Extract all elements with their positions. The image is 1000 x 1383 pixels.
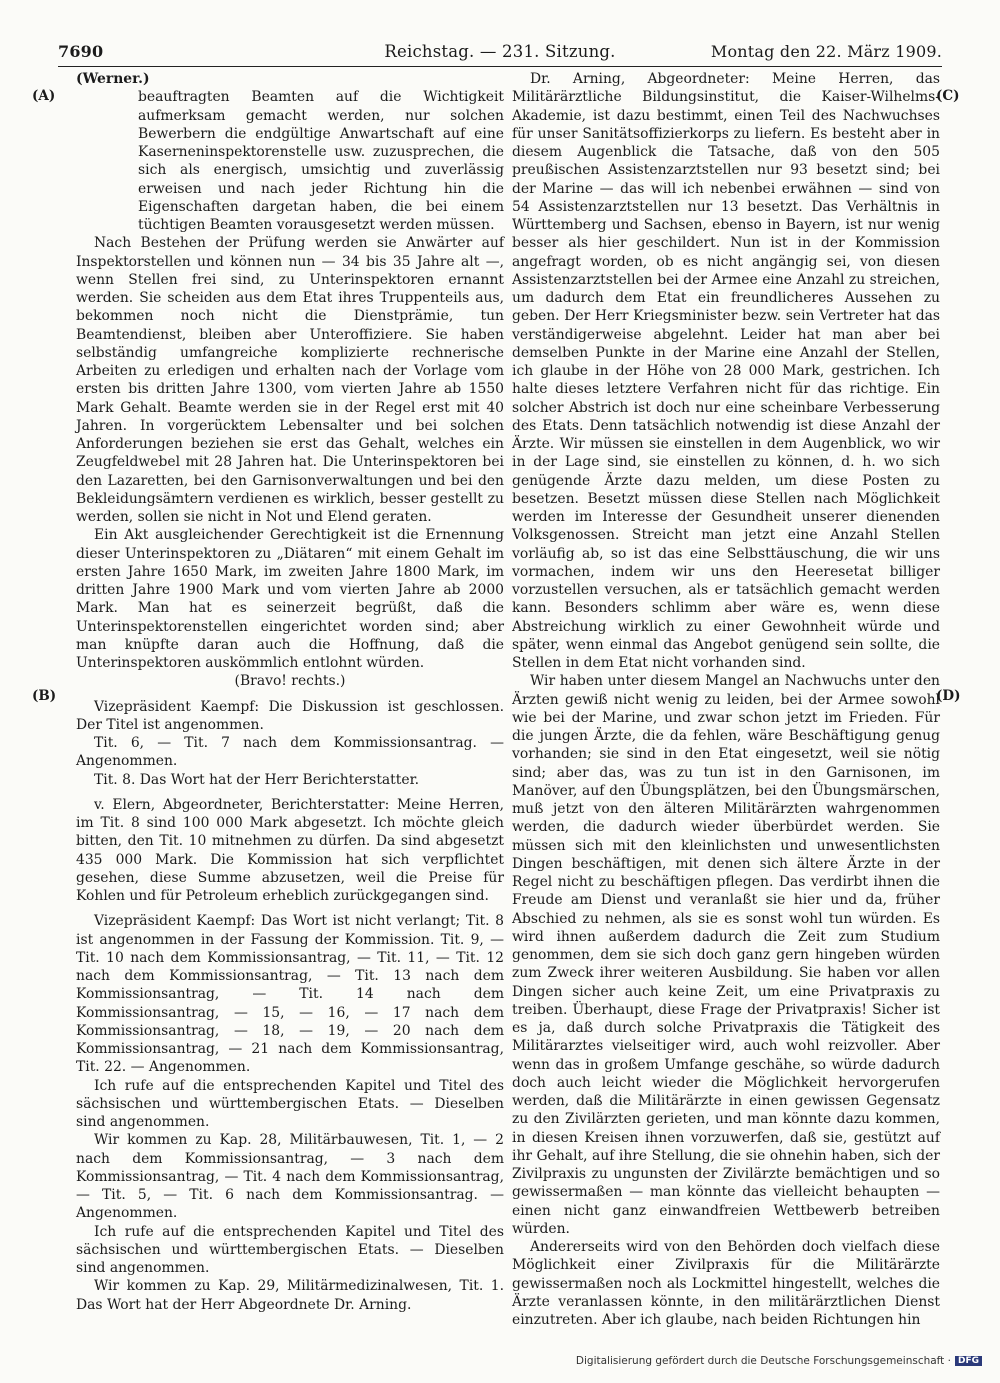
- session-date: Montag den 22. März 1909.: [710, 42, 942, 61]
- paragraph: Ich rufe auf die entsprechenden Kapitel und Titel des sächsischen und württembergischen Etats. — Dieselben sind angenommen.: [76, 1077, 504, 1130]
- column-left: [76, 70, 504, 1314]
- paragraph: Ein Akt ausgleichender Gerechtigkeit ist die Ernennung dieser Unterinspektoren zu „Diätaren“ mit einem Gehalt im ersten Jahre 1650 Mark, im zweiten Jahre 1800 Mark, im dritten Jahre 1900 Mark und vom vierten Jahre ab 2000 Mark. Man hat es seinerzeit begrüßt, daß die Unterinspektorenstellen eingerichtet worden sind; aber man knüpfte daran auch die Hoffnung, daß die Unterinspektoren auskömmlich entlohnt würden.: [76, 527, 504, 671]
- digitization-credit: [576, 1355, 982, 1367]
- paragraph: Nach Bestehen der Prüfung werden sie Anwärter auf Inspektorstellen und können nun — 34 bis 35 Jahre alt —, wenn Stellen frei sind, zu Unterinspektoren ernannt werden. Sie scheiden aus dem Etat ihres Truppenteils aus, bekommen noch nicht die Dienstprämie, tun Beamtendienst, bleiben aber Unteroffiziere. Sie haben selbständig umfangreiche komplizierte rechnerische Arbeiten zu erledigen und erhalten nach der Vorlage vom ersten bis dritten Jahre 1300, vom vierten Jahre ab 1550 Mark Gehalt. Beamte werden sie in der Regel erst mit 40 Jahren. In vorgerücktem Lebensalter und bei solchen Anforderungen beziehen sie erst das Gehalt, welches ein Zeugfeldwebel mit 28 Jahren hat. Die Unterinspektoren bei den Lazaretten, bei den Garnisonverwaltungen und bei den Bekleidungsämtern verdienen es wirklich, besser gestellt zu werden, sollen sie nicht in Not und Elend geraten.: [76, 235, 504, 525]
- paragraph: Tit. 6, — Tit. 7 nach dem Kommissionsantrag. — Angenommen.: [76, 735, 504, 770]
- quoted-passage: beauftragten Beamten auf die Wichtigkeit aufmerksam gemacht werden, nur solchen Bewerbern die endgültige Anwartschaft auf eine Kaserneninspektorenstelle usw. zuzusprechen, die sich als energisch, umsichtig und zuverlässig erweisen und nach jeder Richtung hin die Eigenschaften dargetan haben, die bei einem tüchtigen Beamten vorausgesetzt werden müssen.: [138, 89, 504, 233]
- paragraph: v. Elern, Abgeordneter, Berichterstatter: Meine Herren, im Tit. 8 sind 100 000 Mark abgesetzt. Ich möchte gleich bitten, den Tit. 10 mitnehmen zu dürfen. Da sind abgesetzt 435 000 Mark. Die Kommission hat sich verpflichtet gesehen, diese Summe abzusetzen, weil die Preise für Kohlen und für Petroleum erheblich zurückgegangen sind.: [76, 796, 504, 904]
- paragraph: Ich rufe auf die entsprechenden Kapitel und Titel des sächsischen und württembergischen Etats. — Dieselben sind angenommen.: [76, 1223, 504, 1276]
- margin-mark-d: (D): [936, 688, 961, 704]
- margin-mark-c: (C): [936, 88, 960, 104]
- paragraph: Wir kommen zu Kap. 29, Militärmedizinalwesen, Tit. 1. Das Wort hat der Herr Abgeordnete Dr. Arning.: [76, 1278, 504, 1313]
- paragraph: Vizepräsident Kaempf: Das Wort ist nicht verlangt; Tit. 8 ist angenommen in der Fassung der Kommission. Tit. 9, — Tit. 10 nach dem Kommissionsantrag, — Tit. 11, — Tit. 12 nach dem Kommissionsantrag, — Tit. 13 nach dem Kommissionsantrag, — Tit. 14 nach dem Kommissionsantrag, — 15, — 16, — 17 nach dem Kommissionsantrag, — 18, — 19, — 20 nach dem Kommissionsantrag, — 21 nach dem Kommissionsantrag, Tit. 22. — Angenommen.: [76, 913, 504, 1076]
- column-right: [512, 70, 940, 1329]
- header-rule: [58, 66, 942, 67]
- margin-mark-b: (B): [32, 688, 57, 704]
- dfg-logo: DFG: [955, 1356, 982, 1366]
- speaker-note: (Werner.): [76, 71, 150, 87]
- paragraph: Dr. Arning, Abgeordneter: Meine Herren, das Militärärztliche Bildungsinstitut, die Kaiser-Wilhelms-Akademie, ist dazu bestimmt, einen Teil des Nachwuchses für unser Sanitätsoffizierkorps zu liefern. Es besteht aber in diesem Augenblick die Tatsache, daß von den 505 preußischen Assistenzarztstellen nur 93 besetzt sind; bei der Marine — das will ich nebenbei erwähnen — sind von 54 Assistenzarztstellen nur 13 besetzt. Das Verhältnis in Württemberg und Sachsen, ebenso in Bayern, ist nur wenig besser als hier geschildert. Nun ist in der Kommission angefragt worden, ob es nicht angängig sei, von diesen Assistenzarztstellen bei der Armee eine Anzahl zu streichen, um dadurch dem Etat ein freundlicheres Aussehen zu geben. Der Herr Kriegsminister bezw. sein Vertreter hat das verständigerweise abgelehnt. Leider hat man aber bei demselben Punkte in der Marine eine Anzahl der Stellen, ich glaube in der Höhe von 28 000 Mark, gestrichen. Ich halte dieses letztere Verfahren nicht für das richtige. Ein solcher Abstrich ist doch nur eine scheinbare Verbesserung des Etats. Denn tatsächlich notwendig ist diese Anzahl der Ärzte. Wir müssen sie einstellen in dem Augenblick, wo wir in der Lage sind, sie einstellen zu können, d. h. wo sich genügende Ärzte dazu melden, um diese Posten zu besetzen. Besetzt müssen diese Stellen nach Möglichkeit werden im Interesse der Gesundheit unserer dienenden Volksgenossen. Streicht man jetzt eine Anzahl Stellen vorläufig ab, so ist das eine Selbsttäuschung, die wir uns vormachen, indem wir uns den Heeresetat billiger vorzustellen versuchen, als er tatsächlich gemacht werden kann. Besonders schlimm aber wäre es, wenn diese Abstreichung wirklich zu einer Gewohnheit würde und später, wenn einmal das Angebot genügend sein sollte, die Stellen in dem Etat nicht vorhanden sind.: [512, 71, 940, 671]
- paragraph: Tit. 8. Das Wort hat der Herr Berichterstatter.: [94, 771, 420, 788]
- page-header: [58, 42, 942, 64]
- applause-note: (Bravo! rechts.): [234, 673, 346, 690]
- page-number: 7690: [58, 42, 104, 61]
- session-title: Reichstag. — 231. Sitzung.: [384, 42, 616, 61]
- paragraph: Wir kommen zu Kap. 28, Militärbauwesen, Tit. 1, — 2 nach dem Kommissionsantrag, — 3 nach dem Kommissionsantrag, — Tit. 4 nach dem Kommissionsantrag, — Tit. 5, — Tit. 6 nach dem Kommissionsantrag. — Angenommen.: [76, 1132, 504, 1222]
- credit-text: Digitalisierung gefördert durch die Deutsche Forschungsgemeinschaft ·: [575, 1355, 951, 1367]
- paragraph: Wir haben unter diesem Mangel an Nachwuchs unter den Ärzten gewiß nicht wenig zu leiden, bei der Armee sowohl wie bei der Marine, und zwar schon jetzt im Frieden. Für die jungen Ärzte, die da fehlen, wäre Beschäftigung genug vorhanden; sie sind in den Etat eingesetzt, weil sie nötig sind; aber das, was zu tun ist in den Garnisonen, im Manöver, auf den Übungsplätzen, bei den Übungsmärschen, muß jetzt von den älteren Militärärzten wahrgenommen werden, die dadurch wieder überbürdet werden. Sie müssen sich mit den kleinlichsten und unwesentlichsten Dingen beschäftigen, mit denen sich ältere Ärzte in der Regel nicht zu beschäftigen pflegen. Das verdirbt ihnen die Freude am Dienst und veranlaßt sie hier und da, früher Abschied zu nehmen, als sie es sonst wohl tun würden. Es wird ihnen außerdem dadurch die Zeit zum Studium genommen, dem sie sich doch ganz gern hingeben würden zum Zweck ihrer weiteren Ausbildung. Sie haben vor allen Dingen sicher auch keine Zeit, um eine Privatpraxis zu treiben. Überhaupt, diese Frage der Privatpraxis! Sicher ist es ja, daß durch solche Privatpraxis die Tätigkeit des Militärarztes vielseitiger wird, auch wohl reizvoller. Aber wenn das in großem Umfange geschähe, so würde dadurch doch auch leicht wieder die Möglichkeit hervorgerufen werden, daß die Militärärzte in einen gewissen Gegensatz zu den Zivilärzten gerieten, und man könnte dazu kommen, in diesen Kreisen ihnen vorzuwerfen, daß sie, gestützt auf ihr Gehalt, auf ihre Stellung, die sie ohnehin haben, sich der Zivilpraxis zu ungunsten der Zivilärzte bemächtigen und so gewissermaßen — man könnte das vielleicht behaupten — einen nicht ganz einwandfreien Wettbewerb betreiben würden.: [512, 673, 940, 1237]
- paragraph: Vizepräsident Kaempf: Die Diskussion ist geschlossen. Der Titel ist angenommen.: [76, 698, 504, 733]
- paragraph: Andererseits wird von den Behörden doch vielfach diese Möglichkeit einer Zivilpraxis für die Militärärzte gewissermaßen noch als Lockmittel hingestellt, welches die Ärzte veranlassen könnte, in den militärärztlichen Dienst einzutreten. Aber ich glaube, nach beiden Richtungen hin: [512, 1239, 940, 1328]
- margin-mark-a: (A): [32, 88, 56, 104]
